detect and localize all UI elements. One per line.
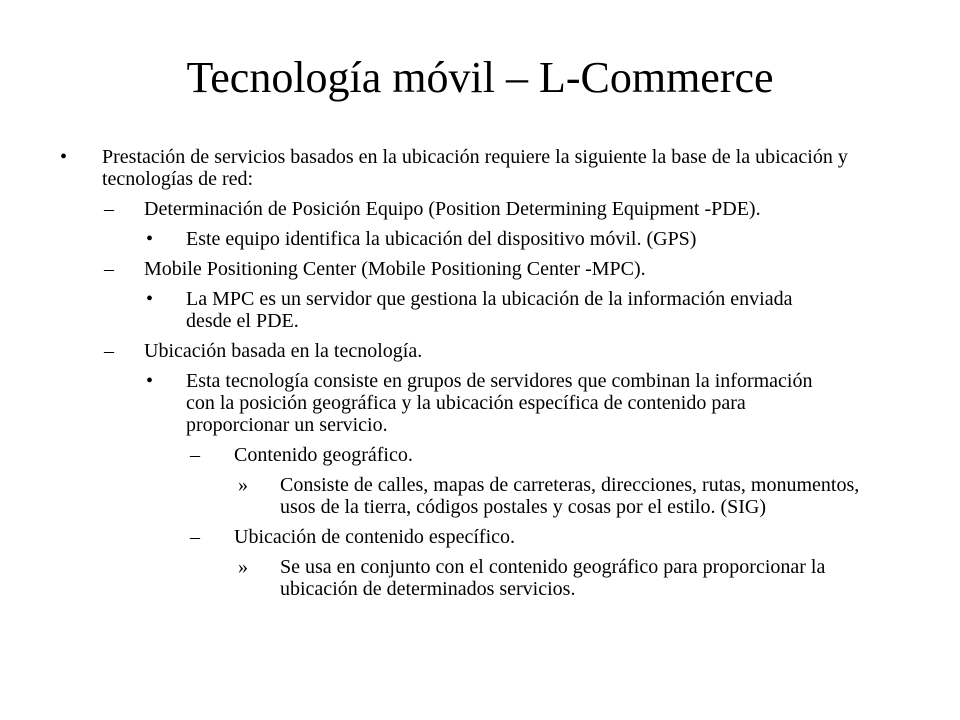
list-item-text: Se usa en conjunto con el contenido geográfico para proporcionar la ubicación de determinados servicios. [280,556,826,600]
list-item [0,288,960,332]
list-item-text: Mobile Positioning Center (Mobile Positioning Center -MPC). [144,258,646,280]
bullet-marker: • [60,146,68,168]
list-item [0,370,960,436]
slide-content [0,146,960,608]
list-item [0,474,960,518]
list-item-text: Determinación de Posición Equipo (Position Determining Equipment -PDE). [144,198,761,220]
list-item [0,228,960,250]
list-item-text: Consiste de calles, mapas de carreteras, direcciones, rutas, monumentos, usos de la tierra, códigos postales y cosas por el estilo. (SIG) [280,474,860,518]
list-item-text: Esta tecnología consiste en grupos de servidores que combinan la información con la posición geográfica y la ubicación específica de contenido para proporcionar un servicio. [186,370,813,436]
list-item [0,444,960,466]
guillemet-marker: » [238,556,248,578]
list-item-text: Contenido geográfico. [234,444,413,466]
dash-marker: – [104,198,114,220]
bullet-marker: • [146,228,154,250]
list-item [0,198,960,220]
list-item-text: La MPC es un servidor que gestiona la ubicación de la información enviada desde el PDE. [186,288,793,332]
list-item-text: Ubicación basada en la tecnología. [144,340,423,362]
dash-marker: – [190,526,200,548]
slide-title: Tecnología móvil – L-Commerce [186,53,774,102]
list-item [0,258,960,280]
list-item-text: Este equipo identifica la ubicación del dispositivo móvil. (GPS) [186,228,697,250]
list-item-text: Prestación de servicios basados en la ubicación requiere la siguiente la base de la ubicación y tecnologías de red: [102,146,848,190]
list-item [0,556,960,600]
dash-marker: – [104,340,114,362]
list-item [0,146,960,190]
dash-marker: – [190,444,200,466]
bullet-marker: • [146,370,154,392]
guillemet-marker: » [238,474,248,496]
list-item [0,526,960,548]
dash-marker: – [104,258,114,280]
list-item-text: Ubicación de contenido específico. [234,526,515,548]
bullet-marker: • [146,288,154,310]
list-item [0,340,960,362]
